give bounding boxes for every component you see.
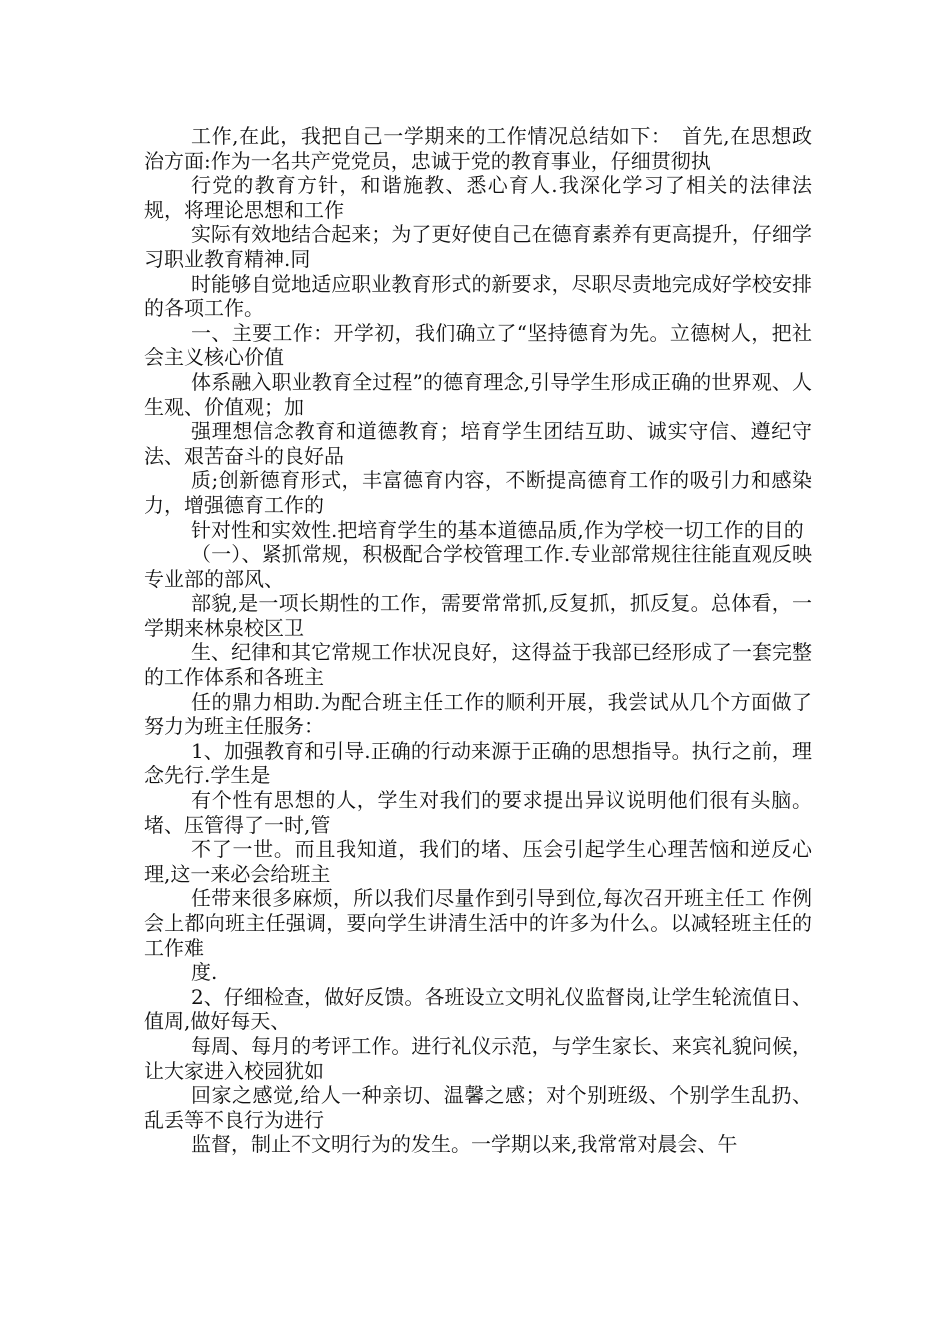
paragraph-8: 质;创新德育形式，丰富德育内容，不断提高德育工作的吸引力和感染力，增强德育工作的	[144, 468, 812, 517]
paragraph-9: 针对性和实效性.把培育学生的基本道德品质,作为学校一切工作的目的	[191, 517, 804, 542]
paragraph-13: 任的鼎力相助.为配合班主任工作的顺利开展，我尝试从几个方面做了努力为班主任服务：	[144, 689, 812, 739]
paragraph-7: 强理想信念教育和道德教育；培育学生团结互助、诚实守信、遵纪守法、艰苦奋斗的良好品	[144, 419, 812, 468]
paragraph-20: 每周、每月的考评工作。进行礼仪示范，与学生家长、来宾礼貌问候，让大家进入校园犹如	[144, 1033, 812, 1083]
paragraph-3: 实际有效地结合起来；为了更好使自己在德育素养有更高提升，仔细学习职业教育精神.同	[144, 222, 812, 271]
paragraph-16: 不了一世。而且我知道，我们的堵、压会引起学生心理苦恼和逆反心理,这一来必会给班主	[144, 837, 812, 886]
paragraph-6: 体系融入职业教育全过程”的德育理念,引导学生形成正确的世界观、人生观、价值观；加	[144, 369, 812, 419]
paragraph-18: 度.	[191, 960, 218, 985]
paragraph-12: 生、纪律和其它常规工作状况良好，这得益于我部已经形成了一套完整的工作体系和各班主	[144, 640, 812, 690]
paragraph-22: 监督，制止不文明行为的发生。一学期以来,我常常对晨会、午	[191, 1132, 738, 1157]
paragraph-4: 时能够自觉地适应职业教育形式的新要求，尽职尽责地完成好学校安排的各项工作。	[144, 271, 812, 321]
paragraph-14: 1、加强教育和引导.正确的行动来源于正确的思想指导。执行之前，理念先行.学生是	[144, 738, 812, 788]
paragraph-15: 有个性有思想的人，学生对我们的要求提出异议说明他们很有头脑。堵、压管得了一时,管	[144, 788, 812, 837]
paragraph-10: （一）、紧抓常规，积极配合学校管理工作.专业部常规往往能直观反映专业部的部风、	[144, 542, 812, 591]
paragraph-1: 工作,在此，我把自己一学期来的工作情况总结如下： 首先,在思想政治方面:作为一名共产党党员，忠诚于党的教育事业，仔细贯彻执	[144, 124, 812, 173]
paragraph-17: 任带来很多麻烦，所以我们尽量作到引导到位,每次召开班主任工 作例会上都向班主任强调，要向学生讲清生活中的许多为什么。以减轻班主任的工作难	[144, 886, 812, 960]
paragraph-21: 回家之感觉,给人一种亲切、温馨之感；对个别班级、个别学生乱扔、乱丢等不良行为进行	[144, 1083, 812, 1132]
paragraph-19: 2、仔细检查，做好反馈。各班设立文明礼仪监督岗,让学生轮流值日、值周,做好每天、	[144, 984, 812, 1034]
paragraph-5: 一、主要工作：开学初，我们确立了“坚持德育为先。立德树人，把社会主义核心价值	[144, 320, 812, 370]
document-page	[144, 124, 812, 1157]
paragraph-2: 行党的教育方针，和谐施教、悉心育人.我深化学习了相关的法律法规，将理论思想和工作	[144, 173, 812, 222]
paragraph-11: 部貌,是一项长期性的工作，需要常常抓,反复抓，抓反复。总体看，一学期来林泉校区卫	[144, 591, 812, 640]
